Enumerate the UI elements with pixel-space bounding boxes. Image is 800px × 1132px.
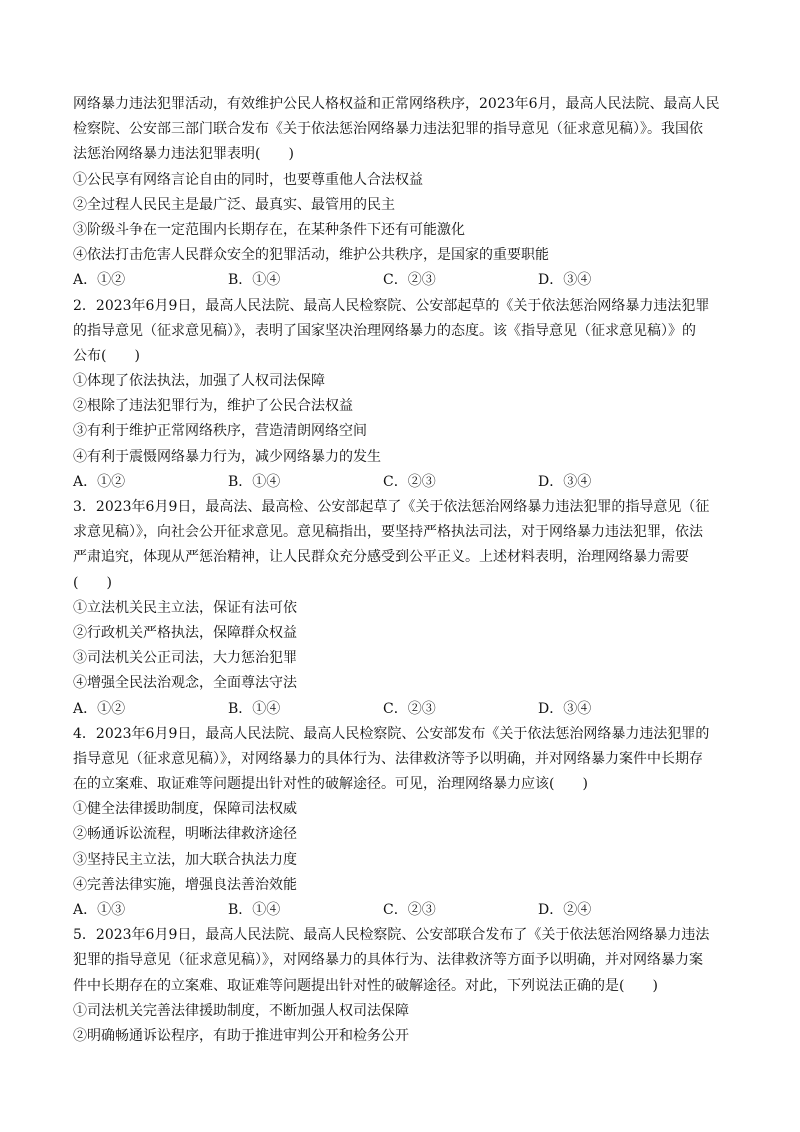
option-a[interactable]: A．①② bbox=[73, 272, 126, 289]
question-4 bbox=[73, 722, 729, 924]
statement-2: ②行政机关严格执法，保障群众权益 bbox=[73, 624, 297, 641]
statement-4: ④依法打击危害人民群众安全的犯罪活动，维护公共秩序，是国家的重要职能 bbox=[73, 247, 549, 264]
statement-2: ②畅通诉讼流程，明晰法律救济途径 bbox=[73, 826, 297, 843]
option-a[interactable]: A．①② bbox=[73, 700, 126, 717]
statement-4: ④增强全民法治观念，全面尊法守法 bbox=[73, 675, 297, 692]
statement-3: ③司法机关公正司法，大力惩治犯罪 bbox=[73, 650, 297, 667]
statement-1: ①司法机关完善法律援助制度，不断加强人权司法保障 bbox=[73, 1002, 409, 1019]
answer-options bbox=[73, 697, 729, 722]
option-a[interactable]: A．①③ bbox=[73, 902, 126, 918]
question-stem-line: 4．2023年6月9日，最高人民法院、最高人民检察院、公安部发布《关于依法惩治网络暴力违法犯罪的 bbox=[73, 725, 710, 742]
option-d[interactable]: D．③④ bbox=[538, 700, 592, 717]
question-5 bbox=[73, 923, 729, 1049]
statement-4: ④完善法律实施，增强良法善治效能 bbox=[73, 876, 297, 893]
statement-4: ④有利于震慑网络暴力行为，减少网络暴力的发生 bbox=[73, 448, 381, 465]
question-stem-line: 5．2023年6月9日，最高人民法院、最高人民检察院、公安部联合发布了《关于依法惩治网络暴力违法 bbox=[73, 927, 710, 944]
statement-3: ③阶级斗争在一定范围内长期存在，在某种条件下还有可能激化 bbox=[73, 221, 465, 238]
answer-options bbox=[73, 268, 729, 293]
option-c[interactable]: C．②③ bbox=[383, 700, 436, 717]
question-stem-line: 在的立案难、取证难等问题提出针对性的破解途径。可见，治理网络暴力应该( ) bbox=[73, 776, 588, 793]
question-stem-line: 2．2023年6月9日，最高人民法院、最高人民检察院、公安部起草的《关于依法惩治网络暴力违法犯罪 bbox=[73, 297, 710, 314]
option-b[interactable]: B．①④ bbox=[228, 272, 281, 289]
statement-2: ②根除了违法犯罪行为，维护了公民合法权益 bbox=[73, 398, 353, 415]
question-3 bbox=[73, 495, 729, 722]
question-stem-line: 法惩治网络暴力违法犯罪表明( ) bbox=[73, 146, 294, 163]
question-2 bbox=[73, 294, 729, 496]
option-c[interactable]: C．②③ bbox=[383, 902, 436, 918]
question-stem-line: 3．2023年6月9日，最高法、最高检、公安部起草了《关于依法惩治网络暴力违法犯罪的指导意见（征 bbox=[73, 499, 710, 515]
statement-3: ③坚持民主立法，加大联合执法力度 bbox=[73, 851, 297, 868]
question-stem-line: 件中长期存在的立案难、取证难等问题提出针对性的破解途径。对此，下列说法正确的是( ) bbox=[73, 977, 658, 994]
option-b[interactable]: B．①④ bbox=[228, 473, 281, 490]
option-c[interactable]: C．②③ bbox=[383, 473, 436, 490]
answer-options bbox=[73, 898, 729, 923]
option-b[interactable]: B．①④ bbox=[228, 902, 281, 918]
option-d[interactable]: D．②④ bbox=[538, 902, 592, 918]
statement-2: ②全过程人民民主是最广泛、最真实、最管用的民主 bbox=[73, 196, 395, 213]
answer-options bbox=[73, 470, 729, 495]
question-stem-line: ( ) bbox=[73, 574, 112, 591]
question-stem-line: 公布( ) bbox=[73, 347, 140, 364]
question-stem-line: 的指导意见（征求意见稿）》，表明了国家坚决治理网络暴力的态度。该《指导意见（征求意见稿）》的 bbox=[73, 322, 696, 339]
question-stem-line: 严肃追究，体现从严惩治精神，让人民群众充分感受到公平正义。上述材料表明，治理网络暴力需要 bbox=[73, 549, 689, 566]
statement-2: ②明确畅通诉讼程序，有助于推进审判公开和检务公开 bbox=[73, 1027, 409, 1044]
option-d[interactable]: D．③④ bbox=[538, 473, 592, 490]
option-c[interactable]: C．②③ bbox=[383, 272, 436, 289]
statement-1: ①公民享有网络言论自由的同时，也要尊重他人合法权益 bbox=[73, 171, 423, 188]
question-stem-line: 犯罪的指导意见（征求意见稿）》，对网络暴力的具体行为、法律救济等方面予以明确，并对网络暴力案 bbox=[73, 952, 703, 969]
question-1 bbox=[73, 92, 729, 294]
statement-1: ①立法机关民主立法，保证有法可依 bbox=[73, 599, 297, 616]
question-stem-line: 指导意见（征求意见稿）》，对网络暴力的具体行为、法律救济等予以明确，并对网络暴力案件中长期存 bbox=[73, 750, 703, 767]
question-list bbox=[73, 92, 729, 1049]
statement-3: ③有利于维护正常网络秩序，营造清朗网络空间 bbox=[73, 423, 367, 440]
question-stem-line: 网络暴力违法犯罪活动，有效维护公民人格权益和正常网络秩序，2023年6月，最高人民法院、最高人民 bbox=[73, 96, 720, 112]
question-stem-line: 检察院、公安部三部门联合发布《关于依法惩治网络暴力违法犯罪的指导意见（征求意见稿）》。我国依 bbox=[73, 121, 703, 138]
question-stem-line: 求意见稿）》，向社会公开征求意见。意见稿指出，要坚持严格执法司法，对于网络暴力违法犯罪，依法 bbox=[73, 524, 703, 541]
statement-1: ①健全法律援助制度，保障司法权威 bbox=[73, 801, 297, 818]
option-d[interactable]: D．③④ bbox=[538, 272, 592, 289]
option-b[interactable]: B．①④ bbox=[228, 700, 281, 717]
statement-1: ①体现了依法执法，加强了人权司法保障 bbox=[73, 373, 325, 390]
option-a[interactable]: A．①② bbox=[73, 473, 126, 490]
